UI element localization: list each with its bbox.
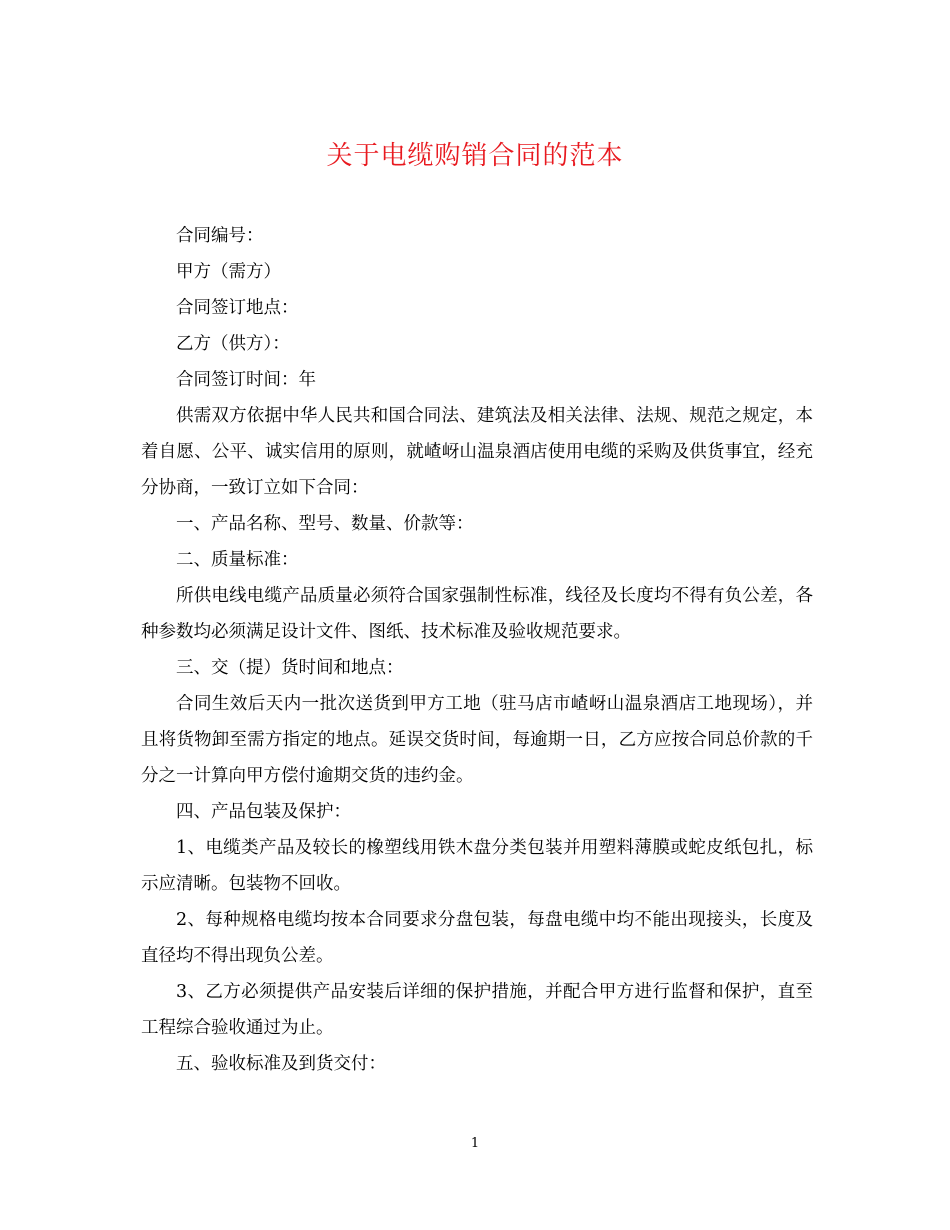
section-heading-product: 一、产品名称、型号、数量、价款等： <box>176 514 474 534</box>
section-heading-delivery: 三、交（提）货时间和地点： <box>176 658 404 678</box>
signing-time-line: 合同签订时间：年 <box>176 370 316 390</box>
document-title: 关于电缆购销合同的范本 <box>326 141 624 171</box>
preamble-paragraph: 供需双方依据中华人民共和国合同法、建筑法及相关法律、法规、规范之规定，本着自愿、公平、诚实信用的原则，就嵖岈山温泉酒店使用电缆的采购及供货事宜，经充分协商，一致订立如下合同： <box>141 406 813 498</box>
document-body <box>141 218 813 1082</box>
delivery-paragraph: 合同生效后天内一批次送货到甲方工地（驻马店市嵖岈山温泉酒店工地现场），并且将货物卸至需方指定的地点。延误交货时间，每逾期一日，乙方应按合同总价款的千分之一计算向甲方偿付逾期交货的违约金。 <box>141 694 813 786</box>
signing-place-line: 合同签订地点： <box>176 298 299 318</box>
page-number: 1 <box>470 1136 480 1151</box>
packaging-item-2: 2、每种规格电缆均按本合同要求分盘包装，每盘电缆中均不能出现接头，长度及直径均不得出现负公差。 <box>141 910 813 966</box>
quality-paragraph: 所供电线电缆产品质量必须符合国家强制性标准，线径及长度均不得有负公差，各种参数均必须满足设计文件、图纸、技术标准及验收规范要求。 <box>141 586 813 642</box>
contract-number-line: 合同编号： <box>176 226 264 246</box>
section-heading-packaging: 四、产品包装及保护： <box>176 802 351 822</box>
section-heading-quality: 二、质量标准： <box>176 550 299 570</box>
party-b-line: 乙方（供方）： <box>176 334 290 354</box>
party-a-line: 甲方（需方） <box>176 262 281 282</box>
packaging-item-1: 1、电缆类产品及较长的橡塑线用铁木盘分类包装并用塑料薄膜或蛇皮纸包扎，标示应清晰。包装物不回收。 <box>141 838 813 894</box>
section-heading-acceptance: 五、验收标准及到货交付： <box>176 1054 386 1074</box>
packaging-item-3: 3、乙方必须提供产品安装后详细的保护措施，并配合甲方进行监督和保护，直至工程综合验收通过为止。 <box>141 982 813 1038</box>
